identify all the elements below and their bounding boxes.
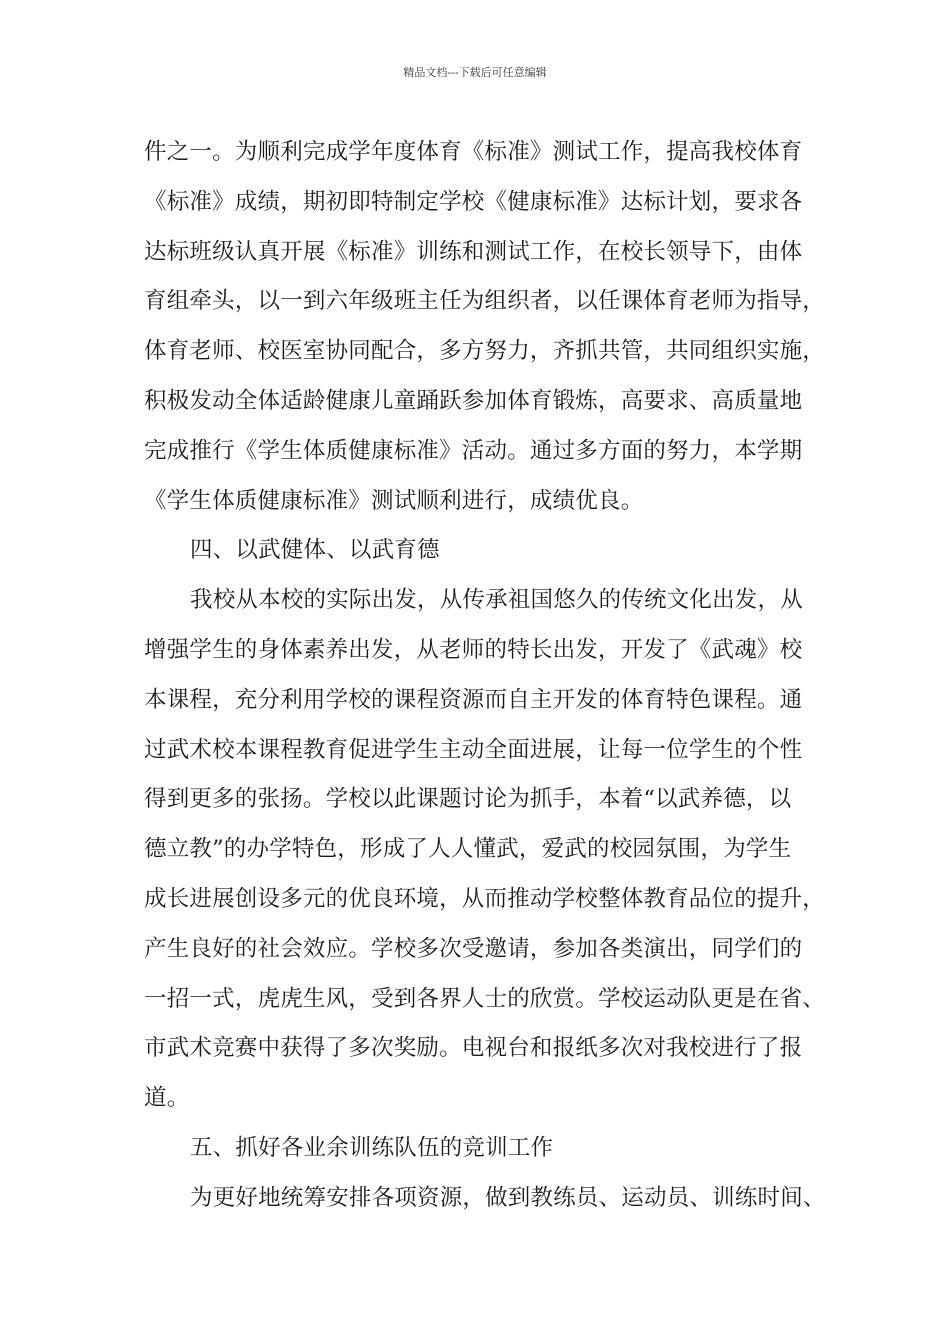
paragraph-line: 成长进展创设多元的优良环境，从而推动学校整体教育品位的提升， [144,885,826,912]
paragraph-line: 一招一式，虎虎生风，受到各界人士的欣赏。学校运动队更是在省、 [144,985,826,1012]
paragraph-line: 市武术竞赛中获得了多次奖励。电视台和报纸多次对我校进行了报 [144,1035,803,1062]
paragraph-line: 为更好地统筹安排各项资源，做到教练员、运动员、训练时间、 [190,1184,826,1211]
paragraph-line: 件之一。为顺利完成学年度体育《标准》测试工作，提高我校体育 [144,139,803,165]
paragraph-line: 本课程，充分利用学校的课程资源而自主开发的体育特色课程。通 [144,686,803,713]
paragraph-line: 增强学生的身体素养出发，从老师的特长出发，开发了《武魂》校 [144,636,803,663]
paragraph-line: 《学生体质健康标准》测试顺利进行，成绩优良。 [144,487,644,514]
section-heading: 四、以武健体、以武育德 [190,537,440,564]
page-header: 精品文档---下载后可任意编辑 [403,66,547,79]
paragraph-line: 达标班级认真开展《标准》训练和测试工作，在校长领导下，由体 [144,238,803,265]
paragraph-line: 过武术校本课程教育促进学生主动全面进展，让每一位学生的个性 [144,736,803,763]
paragraph-line: 得到更多的张扬。学校以此课题讨论为抓手，本着“以武养德，以 [144,786,792,813]
paragraph-line: 产生良好的社会效应。学校多次受邀请，参加各类演出，同学们的 [144,935,803,962]
paragraph-line: 道。 [144,1085,190,1112]
document-body [144,128,824,1224]
paragraph-line: 德立教”的办学特色，形成了人人懂武，爱武的校园氛围，为学生 [144,836,792,863]
paragraph-line: 育组牵头，以一到六年级班主任为组织者，以任课体育老师为指导， [144,288,826,315]
paragraph-line: 积极发动全体适龄健康儿童踊跃参加体育锻炼，高要求、高质量地 [144,387,803,414]
paragraph-line: 我校从本校的实际出发，从传承祖国悠久的传统文化出发，从 [190,587,803,614]
paragraph-line: 完成推行《学生体质健康标准》活动。通过多方面的努力，本学期 [144,437,803,464]
paragraph-line: 《标准》成绩，期初即特制定学校《健康标准》达标计划，要求各 [144,188,803,215]
section-heading: 五、抓好各业余训练队伍的竞训工作 [190,1134,554,1161]
paragraph-line: 体育老师、校医室协同配合，多方努力，齐抓共管，共同组织实施， [144,338,826,365]
